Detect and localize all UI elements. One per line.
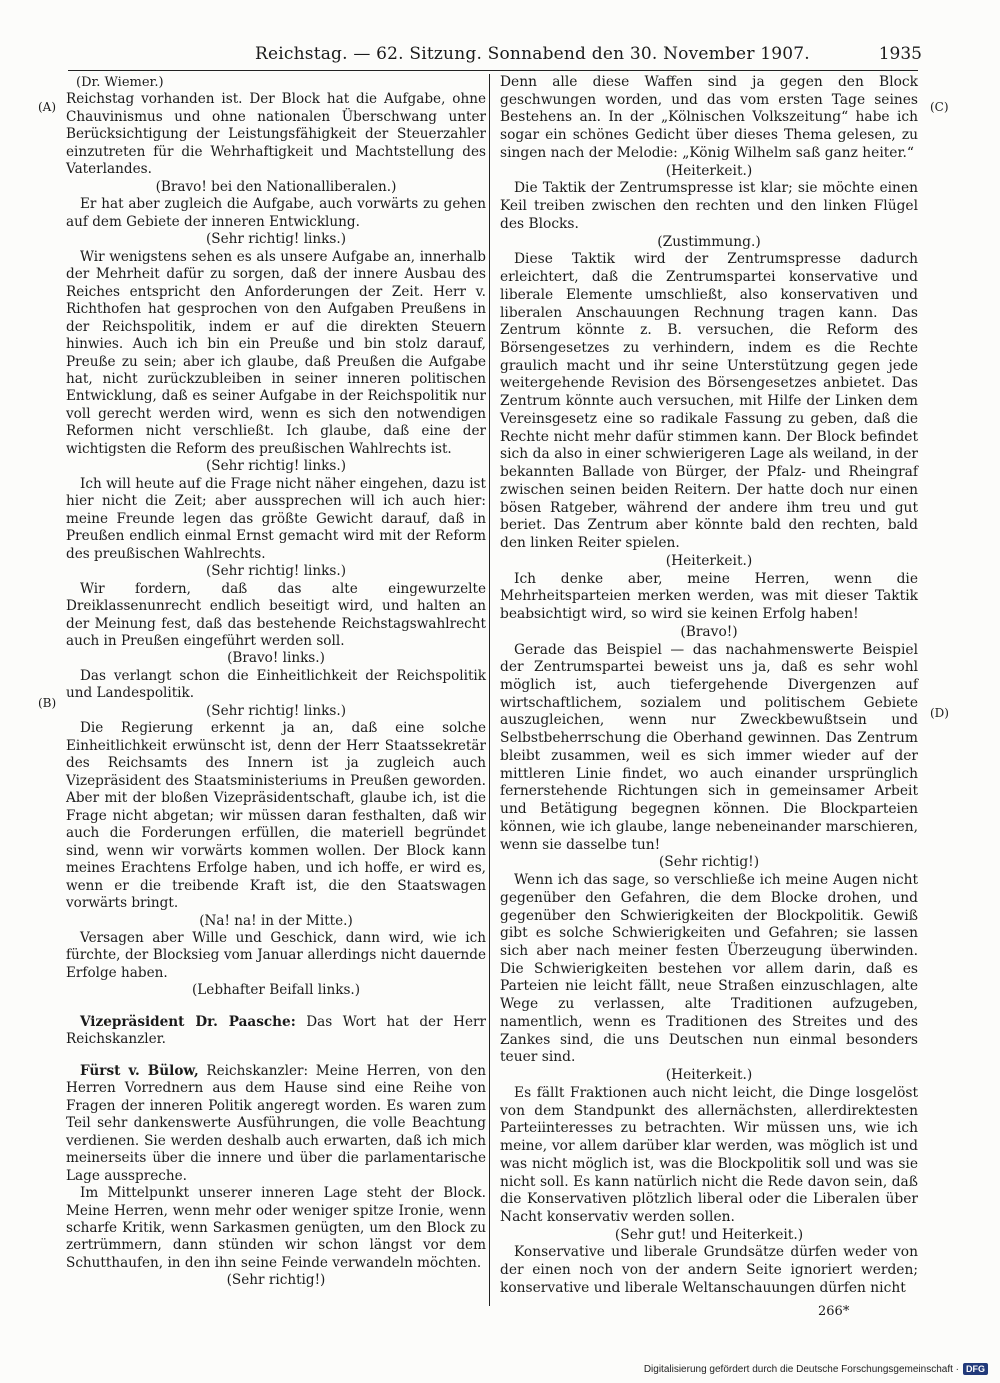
chancellor-speech-start (66, 1063, 486, 1185)
paragraph: Versagen aber Wille und Geschick, dann wird, wie ich fürchte, der Blocksieg vom Januar allerdings nicht dauernde Erfolge haben. (66, 929, 486, 981)
right-column (500, 74, 918, 1298)
speech-text: Meine Herren, von den Herren Vorrednern aus dem Hause sind eine Reihe von Fragen der inneren Politik angeregt worden. Es waren zum Teil sehr dankenswerte Ausführungen, die volle Beachtung verdienen. Sie werden deshalb auch erwarten, daß ich mich meinerseits über die innere und über die parlamentarische Lage ausspreche. (66, 1062, 487, 1184)
interjection: (Sehr richtig! links.) (205, 702, 347, 719)
speaker-role: Reichskanzler: (206, 1062, 309, 1079)
margin-mark-b: (B) (38, 696, 57, 710)
paragraph: Diese Taktik wird der Zentrumspresse dadurch erleichtert, daß die Zentrumspartei konservative und liberale Elemente umschließt, also konservativen und liberalen Anschauungen Rechnung tragen kann. Das Zentrum könnte z. B. versuchen, die Reform des Börsengesetzes zu verhindern, indem es die Rechte graulich macht und ihr seine Unterstützung gegen jede weitergehende Revision des Börsengesetzes anbietet. Das Zentrum könnte auch versuchen, mit Hilfe der Linken dem Vereinsgesetz eine so radikale Fassung zu geben, daß die Rechte nicht mehr dafür stimmen kann. Der Block befindet sich da also in einer schwierigeren Lage als weiland, in der bekannten Ballade von Bürger, der Pfalz- und Rheingraf zwischen seinen beiden Reitern. Der hatte doch nur einen bösen Ratgeber, während der andere ihm treu und gut beriet. Das Zentrum aber könnte bald den rechten, bald den linken Reiter spielen. (500, 251, 918, 552)
interjection: (Heiterkeit.) (665, 1067, 753, 1084)
paragraph: Gerade das Beispiel — das nachahmenswerte Beispiel der Zentrumspartei beweist uns ja, daß es sehr wohl möglich ist, auch tiefergehende Divergenzen auf wirtschaftlichem, sozialem und politischem Gebiete auszugleichen, wenn nur Zweckbewußtsein und Selbstbeherrschung die Oberhand gewinnen. Das Zentrum bleibt zusammen, weil es sich immer wieder auf der mittleren Linie findet, wo auch einander ursprünglich fernerstehende Richtungen sich in gemeinsamer Arbeit und Betätigung begegnen können. Die Blockparteien können, wie ich glaube, lange nebeneinander marschieren, wenn sie dasselbe tun! (500, 641, 918, 853)
paragraph: Wenn ich das sage, so verschließe ich meine Augen nicht gegenüber den Gefahren, die dem Blocke drohen, und gegenüber den Schwierigkeiten der Blockpolitik. Gewiß gibt es solche Schwierigkeiten und Gefahren; sie lassen sich aber nach meiner festen Überzeugung überwinden. Die Schwierigkeiten bestehen vor allem darin, daß es Parteien nie leicht fällt, neue Straßen einzuschlagen, alte Wege zu verlassen, alte Traditionen aufzugeben, namentlich, wenn es Traditionen des Streites und des Zankes sind, die uns Deutschen nun einmal besonders teuer sind. (500, 872, 918, 1066)
interjection: (Sehr richtig!) (658, 854, 760, 871)
vice-president-statement (66, 1014, 486, 1049)
interjection: (Sehr richtig! links.) (205, 231, 347, 248)
paragraph: Wir wenigstens sehen es als unsere Aufgabe an, innerhalb der Mehrheit dafür zu sorgen, daß der innere Ausbau des Reiches entspricht den Anforderungen der Zeit. Herr v. Richthofen hat gesprochen von den Aufgaben Preußens in der Reichspolitik, indem er auf die direkten Steuern hinwies. Auch ich bin ein Preuße und bin stolz darauf, Preuße zu sein; aber ich glaube, daß Preußen die Aufgabe hat, nicht zurückzubleiben in seiner inneren politischen Entwicklung, daß es seiner Aufgabe in der Reichspolitik nur voll gerecht werden wird, wenn es sich den notwendigen Reformen nicht verschließt. Ich glaube, daß eine der wichtigsten die Reform des preußischen Wahlrechts ist. (66, 248, 486, 457)
interjection: (Heiterkeit.) (665, 552, 753, 569)
paragraph: Ich will heute auf die Frage nicht näher eingehen, dazu ist hier nicht die Zeit; aber aussprechen will ich auch hier: meine Freunde legen das größte Gewicht darauf, daß in Preußen endlich einmal Ernst gemacht wird mit der Reform des preußischen Wahlrechts. (66, 475, 486, 562)
paragraph: Reichstag vorhanden ist. Der Block hat die Aufgabe, ohne Chauvinismus und ohne nationalen Überschwang unter Berücksichtigung der Leistungsfähigkeit der Steuerzahler einzutreten für die Wehrhaftigkeit und Machtstellung des Vaterlandes. (66, 91, 486, 178)
paragraph: Wir fordern, daß das alte eingewurzelte Dreiklassenunrecht endlich beseitigt wird, und halten an der Meinung fest, daß das bestehende Reichstagswahlrecht auch in Preußen eingeführt werden soll. (66, 580, 486, 649)
paragraph: Die Taktik der Zentrumspresse ist klar; sie möchte einen Keil treiben zwischen den rechten und den linken Flügel des Blocks. (500, 180, 918, 232)
interjection: (Zustimmung.) (657, 233, 761, 250)
statement-text: Das Wort hat der Herr Reichskanzler. (66, 1013, 486, 1048)
interjection: (Sehr richtig! links.) (205, 563, 347, 580)
paragraph: Er hat aber zugleich die Aufgabe, auch vorwärts zu gehen auf dem Gebiete der inneren Entwicklung. (66, 196, 486, 230)
paragraph: Das verlangt schon die Einheitlichkeit der Reichspolitik und Landespolitik. (66, 667, 486, 702)
column-divider (489, 74, 490, 1306)
page-header (0, 44, 1000, 68)
interjection: (Lebhafter Beifall links.) (191, 982, 361, 999)
speaker-signature: (Dr. Wiemer.) (76, 75, 164, 90)
paragraph: Es fällt Fraktionen auch nicht leicht, die Dinge losgelöst von dem Standpunkt des allernächsten, allerdirektesten Parteiinteresses zu betrachten. Wir müssen uns, wie ich meine, vor allem darüber klar werden, was möglich ist und was nicht möglich ist, was die Blockpolitik soll und was sie nicht soll. Es kann natürlich nicht die Rede davon sein, daß die Konservativen plötzlich liberal oder die Liberalen über Nacht konservativ werden sollen. (500, 1084, 918, 1225)
speaker-name: Vizepräsident Dr. Paasche: (80, 1013, 296, 1030)
interjection: (Bravo! bei den Nationalliberalen.) (155, 178, 397, 195)
running-title: Reichstag. — 62. Sitzung. Sonnabend den 30. November 1907. (255, 44, 810, 64)
sheet-signature: 266* (818, 1304, 850, 1319)
digitization-credit (644, 1363, 988, 1375)
interjection: (Bravo! links.) (227, 650, 325, 667)
header-rule (68, 70, 918, 71)
left-column (66, 74, 486, 1290)
margin-mark-d: (D) (930, 706, 949, 720)
interjection: (Heiterkeit.) (665, 162, 753, 179)
paragraph: Ich denke aber, meine Herren, wenn die Mehrheitsparteien merken werden, was mit dieser Taktik beabsichtigt wird, so wird sie keinen Erfolg haben! (500, 570, 918, 623)
paragraph: Denn alle diese Waffen sind ja gegen den Block geschwungen worden, und das vom ersten Tage seines Bestehens an. In der „Kölnischen Volkszeitung“ habe ich sogar ein schönes Gedicht über dieses Thema gelesen, zu singen nach der Melodie: „König Wilhelm saß ganz heiter.“ (500, 74, 918, 161)
speaker-name: Fürst v. Bülow, (80, 1062, 199, 1079)
page-number: 1935 (878, 44, 922, 64)
interjection: (Sehr gut! und Heiterkeit.) (614, 1226, 804, 1243)
paragraph: Konservative und liberale Grundsätze dürfen weder von der einen noch von der andern Seite ignoriert werden; konservative und liberale Weltanschauungen dürfen nicht (500, 1244, 918, 1296)
credit-text: Digitalisierung gefördert durch die Deutsche Forschungsgemeinschaft · (643, 1363, 959, 1375)
paragraph: Die Regierung erkennt ja an, daß eine solche Einheitlichkeit erwünscht ist, denn der Herr Staatssekretär des Reichsamts des Innern ist ja zugleich auch Vizepräsident des Staatsministeriums in Preußen geworden. Aber mit der bloßen Vizepräsidentschaft, glaube ich, ist die Frage nicht abgetan; wir müssen daran festhalten, daß wir auch die Forderungen erfüllen, die materiell begründet sind, wenn wir vorwärts kommen wollen. Der Block kann meines Erachtens Erfolge haben, und ich hoffe, er wird es, wenn er die treibende Kraft ist, die den Staatswagen vorwärts bringt. (66, 720, 486, 912)
interjection: (Sehr richtig! links.) (205, 458, 347, 475)
margin-mark-c: (C) (930, 100, 949, 114)
paragraph: Im Mittelpunkt unserer inneren Lage steht der Block. Meine Herren, wenn mehr oder weniger spitze Ironie, wenn scharfe Kritik, wenn Sarkasmen genügten, um den Block zu zertrümmern, dann stünden wir schon längst vor dem Schutthaufen, in den ihn seine Feinde verwandeln möchten. (66, 1185, 486, 1271)
interjection: (Bravo!) (680, 623, 738, 640)
dfg-logo-icon: DFG (963, 1363, 988, 1375)
interjection: (Sehr richtig!) (226, 1272, 326, 1289)
margin-mark-a: (A) (38, 100, 57, 114)
interjection: (Na! na! in der Mitte.) (199, 912, 353, 929)
